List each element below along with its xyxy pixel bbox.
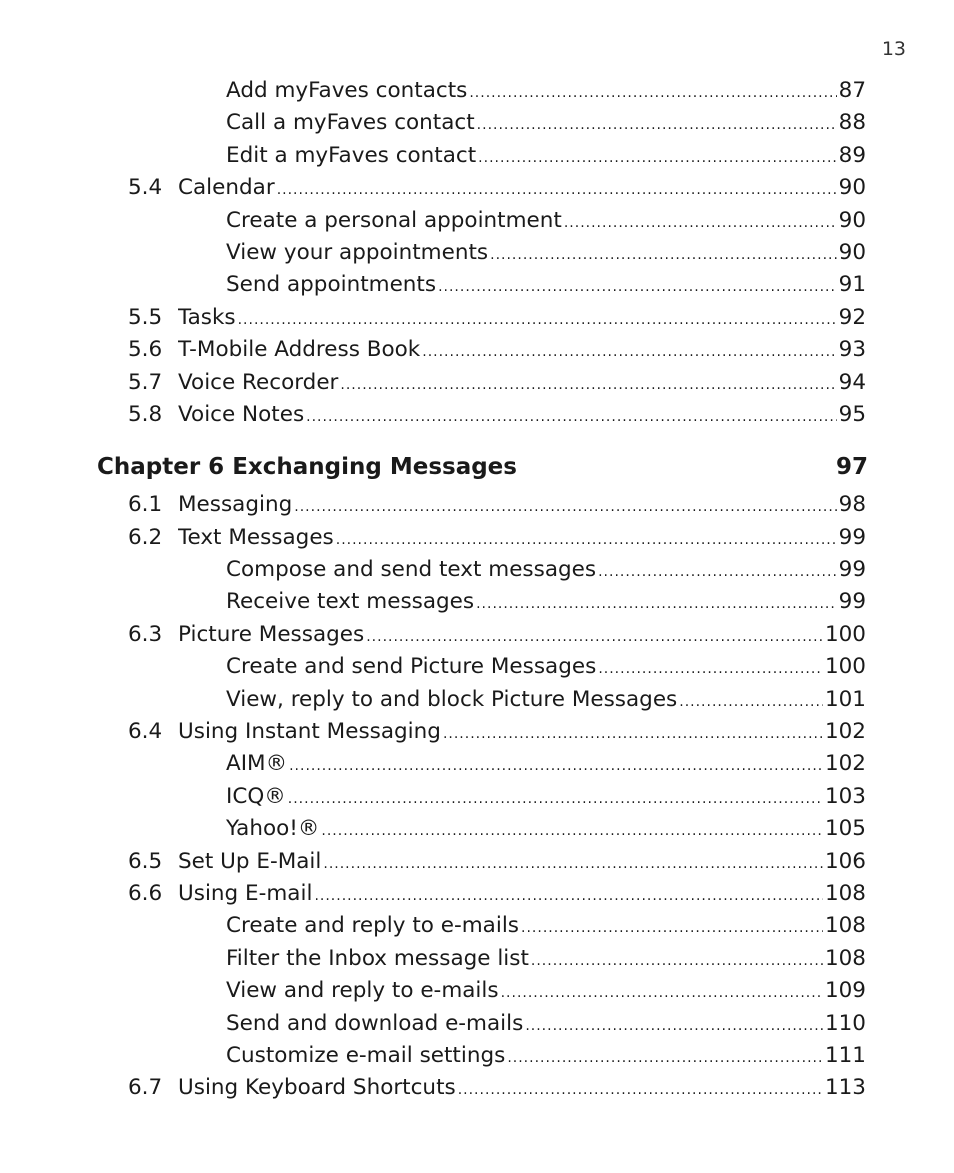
page-number: 13 <box>881 38 906 60</box>
entry-line <box>226 75 866 109</box>
entry-line <box>226 1008 866 1042</box>
chapter-heading[interactable] <box>0 431 954 489</box>
entry-page: 99 <box>838 589 866 615</box>
toc-entry[interactable] <box>0 781 954 813</box>
entry-title: Using Keyboard Shortcuts <box>178 1075 456 1101</box>
toc-entry[interactable] <box>0 586 954 618</box>
section-number: 5.4 <box>128 175 163 201</box>
toc-entry[interactable] <box>0 399 954 431</box>
toc-entry[interactable] <box>0 334 954 366</box>
entry-page: 87 <box>838 78 866 103</box>
entry-line <box>178 334 866 368</box>
entry-page: 89 <box>838 142 866 168</box>
entry-title: Tasks <box>178 304 236 330</box>
entry-line <box>178 367 866 401</box>
entry-line <box>178 302 866 336</box>
entry-page: 92 <box>838 304 866 330</box>
toc-entry[interactable] <box>0 975 954 1007</box>
entry-page: 100 <box>824 654 866 680</box>
dot-leader <box>438 271 837 303</box>
dot-leader <box>321 815 823 847</box>
section-number: 5.7 <box>128 369 163 395</box>
dot-leader <box>478 142 836 174</box>
entry-page: 99 <box>838 524 866 550</box>
toc-section-after <box>0 489 954 1104</box>
entry-line <box>178 172 866 206</box>
toc-entry[interactable] <box>0 846 954 878</box>
section-number: 6.2 <box>128 524 163 550</box>
entry-page: 108 <box>824 913 866 939</box>
section-number: 5.6 <box>128 337 163 363</box>
entry-title: Filter the Inbox message list <box>226 945 529 971</box>
toc-entry[interactable] <box>0 878 954 910</box>
toc-entry[interactable] <box>0 75 954 107</box>
dot-leader <box>477 109 837 141</box>
entry-line <box>226 107 866 141</box>
entry-title: Create and send Picture Messages <box>226 654 597 680</box>
toc-entry[interactable] <box>0 302 954 334</box>
entry-page: 102 <box>824 719 866 745</box>
dot-leader <box>469 77 836 109</box>
dot-leader <box>289 750 823 782</box>
section-number: 5.8 <box>128 401 163 427</box>
toc-entry[interactable] <box>0 554 954 586</box>
toc-entry[interactable] <box>0 716 954 748</box>
entry-title: View, reply to and block Picture Messages <box>226 686 678 712</box>
entry-title: T-Mobile Address Book <box>178 337 421 363</box>
entry-line <box>178 1072 866 1106</box>
entry-page: 109 <box>824 978 866 1004</box>
toc-entry[interactable] <box>0 1008 954 1040</box>
entry-line <box>178 522 866 556</box>
entry-page: 100 <box>824 621 866 647</box>
toc-entry[interactable] <box>0 107 954 139</box>
entry-line <box>226 140 866 174</box>
entry-page: 108 <box>824 945 866 971</box>
entry-title: Send appointments <box>226 272 437 298</box>
toc-entry[interactable] <box>0 140 954 172</box>
entry-title: Voice Recorder <box>178 369 339 395</box>
section-number: 6.6 <box>128 880 163 906</box>
entry-line <box>178 489 866 523</box>
entry-line <box>178 619 866 653</box>
section-number: 6.7 <box>128 1075 163 1101</box>
dot-leader <box>531 945 823 977</box>
dot-leader <box>277 174 837 206</box>
toc-entry[interactable] <box>0 269 954 301</box>
chapter-title: Chapter 6 Exchanging Messages <box>97 454 517 481</box>
entry-line <box>226 586 866 620</box>
entry-title: Messaging <box>178 492 293 518</box>
toc-entry[interactable] <box>0 172 954 204</box>
entry-title: Customize e-mail settings <box>226 1042 506 1068</box>
entry-title: AIM® <box>226 751 288 777</box>
entry-title: Using E-mail <box>178 880 313 906</box>
dot-leader <box>238 304 837 336</box>
entry-title: View and reply to e-mails <box>226 978 499 1004</box>
entry-title: Calendar <box>178 175 275 201</box>
dot-leader <box>521 912 823 944</box>
entry-title: Create and reply to e-mails <box>226 913 520 939</box>
entry-line <box>178 846 866 880</box>
chapter-page: 97 <box>835 454 868 481</box>
entry-title: Call a myFaves contact <box>226 110 475 136</box>
entry-line <box>178 716 866 750</box>
entry-page: 113 <box>824 1075 866 1101</box>
entry-page: 91 <box>838 272 866 298</box>
dot-leader <box>476 588 837 620</box>
entry-title: Voice Notes <box>178 401 305 427</box>
entry-page: 105 <box>824 816 866 842</box>
entry-page: 90 <box>838 175 866 201</box>
toc-entry[interactable] <box>0 205 954 237</box>
entry-page: 110 <box>824 1010 866 1036</box>
toc-entry[interactable] <box>0 943 954 975</box>
entry-title: Using Instant Messaging <box>178 719 441 745</box>
entry-page: 90 <box>838 207 866 233</box>
toc-entry[interactable] <box>0 367 954 399</box>
toc-entry[interactable] <box>0 522 954 554</box>
entry-title: Text Messages <box>178 524 334 550</box>
dot-leader <box>525 1010 823 1042</box>
entry-title: View your appointments <box>226 239 489 265</box>
dot-leader <box>306 401 836 433</box>
entry-page: 88 <box>838 110 866 136</box>
section-number: 5.5 <box>128 304 163 330</box>
entry-line <box>226 651 866 685</box>
entry-title: Create a personal appointment <box>226 207 562 233</box>
entry-page: 99 <box>838 557 866 583</box>
entry-page: 103 <box>824 783 866 809</box>
toc-section-before <box>0 75 954 431</box>
toc-entry[interactable] <box>0 237 954 269</box>
entry-line <box>226 943 866 977</box>
entry-title: Picture Messages <box>178 621 365 647</box>
entry-page: 111 <box>824 1042 866 1068</box>
entry-line <box>226 269 866 303</box>
dot-leader <box>458 1074 823 1106</box>
dot-leader <box>314 880 823 912</box>
dot-leader <box>598 556 837 588</box>
dot-leader <box>598 653 823 685</box>
entry-page: 93 <box>838 337 866 363</box>
toc-entry[interactable] <box>0 813 954 845</box>
table-of-contents <box>0 75 954 1105</box>
dot-leader <box>336 524 837 556</box>
entry-line <box>226 781 866 815</box>
toc-entry[interactable] <box>0 489 954 521</box>
dot-leader <box>490 239 837 271</box>
toc-entry[interactable] <box>0 910 954 942</box>
entry-line <box>226 684 866 718</box>
entry-title: Compose and send text messages <box>226 557 597 583</box>
entry-line <box>226 1040 866 1074</box>
entry-page: 101 <box>824 686 866 712</box>
entry-line <box>226 910 866 944</box>
entry-line <box>178 878 866 912</box>
section-number: 6.3 <box>128 621 163 647</box>
entry-title: Edit a myFaves contact <box>226 142 477 168</box>
entry-line <box>226 975 866 1009</box>
toc-entry[interactable] <box>0 1072 954 1104</box>
entry-title: Set Up E-Mail <box>178 848 322 874</box>
entry-title: Send and download e-mails <box>226 1010 524 1036</box>
entry-page: 95 <box>838 401 866 427</box>
dot-leader <box>564 207 837 239</box>
entry-title: ICQ® <box>226 783 286 809</box>
toc-entry[interactable] <box>0 1040 954 1072</box>
entry-page: 98 <box>838 492 866 518</box>
entry-line <box>226 554 866 588</box>
toc-entry[interactable] <box>0 619 954 651</box>
section-number: 6.4 <box>128 719 163 745</box>
entry-page: 106 <box>824 848 866 874</box>
section-number: 6.1 <box>128 492 163 518</box>
entry-title: Receive text messages <box>226 589 475 615</box>
dot-leader <box>366 621 823 653</box>
dot-leader <box>288 783 823 815</box>
section-number: 6.5 <box>128 848 163 874</box>
dot-leader <box>507 1042 823 1074</box>
dot-leader <box>323 848 823 880</box>
dot-leader <box>443 718 823 750</box>
dot-leader <box>422 336 836 368</box>
dot-leader <box>679 686 823 718</box>
dot-leader <box>501 977 823 1009</box>
entry-line <box>178 399 866 433</box>
dot-leader <box>340 369 836 401</box>
entry-page: 94 <box>838 369 866 395</box>
entry-page: 108 <box>824 880 866 906</box>
entry-page: 90 <box>838 239 866 265</box>
entry-line <box>226 237 866 271</box>
entry-line <box>226 748 866 782</box>
toc-entry[interactable] <box>0 651 954 683</box>
entry-line <box>226 813 866 847</box>
entry-page: 102 <box>824 751 866 777</box>
entry-title: Yahoo!® <box>226 816 320 842</box>
entry-title: Add myFaves contacts <box>226 78 468 103</box>
toc-entry[interactable] <box>0 748 954 780</box>
dot-leader <box>294 491 836 523</box>
toc-entry[interactable] <box>0 684 954 716</box>
entry-line <box>226 205 866 239</box>
